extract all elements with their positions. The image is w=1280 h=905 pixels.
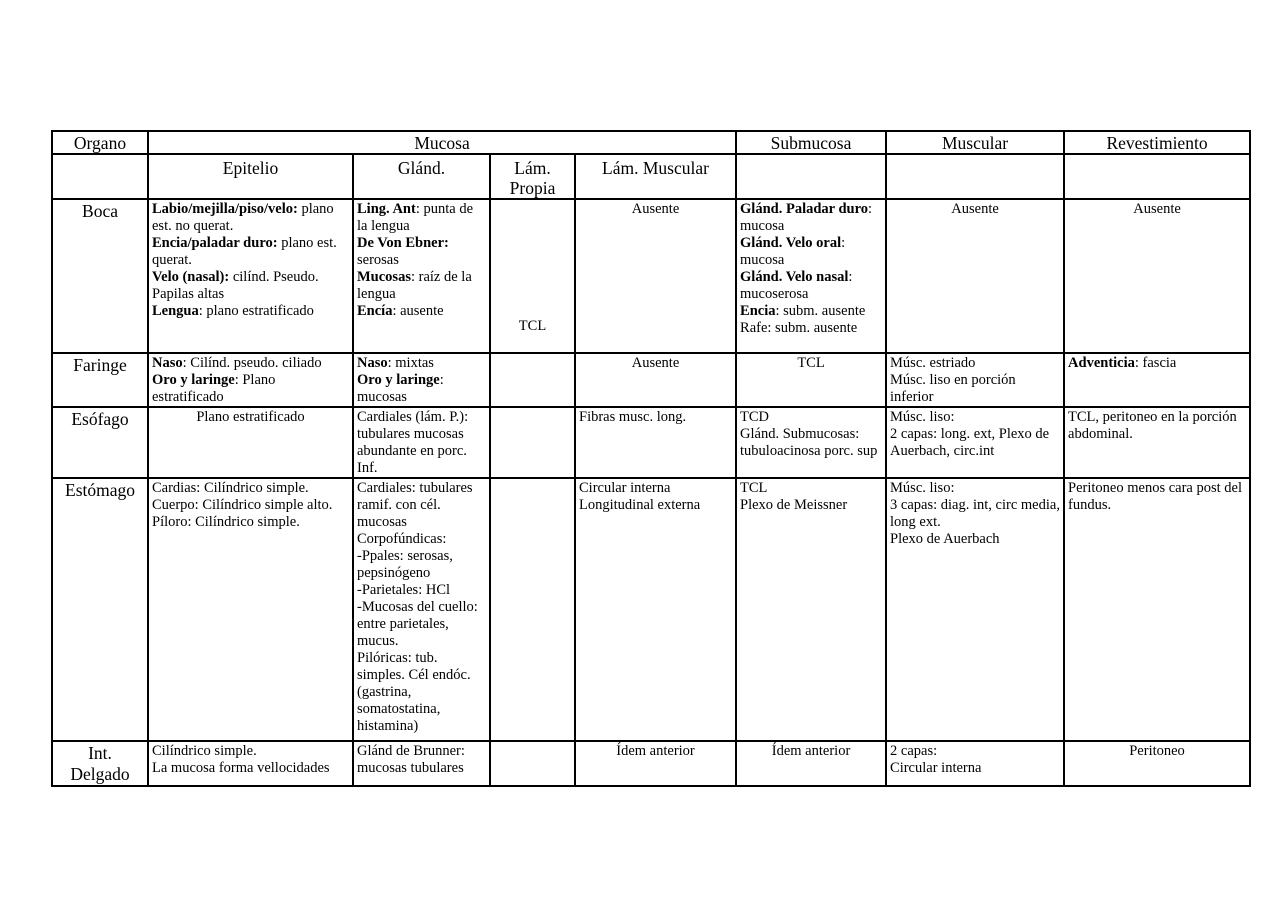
cell-line: Longitudinal externa [579, 497, 701, 513]
cell-text: : fascia [1134, 355, 1177, 371]
table-row-esofago [52, 407, 1250, 478]
bold-term: Glánd. Velo oral [740, 235, 842, 251]
cell-intestino-submucosa: Ídem anterior [736, 741, 886, 786]
organ-label-boca: Boca [52, 199, 148, 353]
cell-faringe-lam-muscular: Ausente [575, 353, 736, 407]
cell-line: -Mucosas del cuello: entre parietales, mucus. [357, 599, 478, 649]
table-row-intestino-delgado [52, 741, 1250, 786]
bold-term: Labio/mejilla/piso/velo: [152, 201, 298, 217]
bold-term: Oro y laringe [357, 372, 440, 388]
cell-line: Corpofúndicas: [357, 531, 447, 547]
header-revestimiento: Revestimiento [1064, 131, 1250, 154]
cell-faringe-revestimiento [1064, 353, 1250, 407]
cell-text: : punta de la lengua [357, 201, 474, 234]
cell-line: Músc. liso: [890, 480, 955, 496]
organ-label-intestino-delgado [52, 741, 148, 786]
bold-term: Naso [357, 355, 388, 371]
cell-line: 3 capas: diag. int, circ media, long ext. [890, 497, 1060, 530]
bold-term: Glánd. Paladar duro [740, 201, 869, 217]
cell-line: Cuerpo: Cilíndrico simple alto. [152, 497, 333, 513]
cell-line: 2 capas: long. ext, Plexo de Auerbach, circ.int [890, 426, 1050, 459]
cell-line: Músc. liso: [890, 409, 955, 425]
cell-boca-submucosa [736, 199, 886, 353]
header-lam-muscular: Lám. Muscular [575, 154, 736, 199]
cell-esofago-gland: Cardiales (lám. P.): tubulares mucosas abundante en porc. Inf. [353, 407, 490, 478]
cell-faringe-lam-propia [490, 353, 575, 407]
histology-table [51, 130, 1251, 787]
cell-estomago-revestimiento: Peritoneo menos cara post del fundus. [1064, 478, 1250, 741]
cell-text: cilínd. Pseudo. Papilas altas [152, 269, 319, 302]
cell-intestino-muscular [886, 741, 1064, 786]
header-epitelio: Epitelio [148, 154, 353, 199]
cell-faringe-gland [353, 353, 490, 407]
cell-intestino-epitelio [148, 741, 353, 786]
bold-term: Ling. Ant [357, 201, 416, 217]
bold-term: Naso [152, 355, 183, 371]
cell-text: plano est. no querat. [152, 201, 334, 234]
header-empty-cell [736, 154, 886, 199]
bold-term: Encía [357, 303, 393, 319]
cell-line: Glánd. Submucosas: tubuloacinosa porc. sup [740, 426, 878, 459]
header-row-1 [52, 131, 1250, 154]
bold-term: Oro y laringe [152, 372, 235, 388]
cell-line: -Parietales: HCl [357, 582, 451, 598]
cell-estomago-muscular [886, 478, 1064, 741]
cell-line: Píloro: Cilíndrico simple. [152, 514, 300, 530]
cell-text: : raíz de la lengua [357, 269, 472, 302]
cell-estomago-submucosa [736, 478, 886, 741]
header-row-2 [52, 154, 1250, 199]
header-lam-propia-line1: Lám. [514, 158, 551, 178]
cell-line: Cardiales: tubulares ramif. con cél. mucosas [357, 480, 473, 530]
bold-term: Lengua [152, 303, 199, 319]
organ-label-esofago: Esófago [52, 407, 148, 478]
cell-line: TCL [740, 480, 768, 496]
bold-term: De Von Ebner: [357, 235, 449, 251]
cell-text: : Plano estratificado [152, 372, 276, 405]
header-lam-propia [490, 154, 575, 199]
table-row-faringe [52, 353, 1250, 407]
organ-label-faringe: Faringe [52, 353, 148, 407]
cell-line: TCD [740, 409, 770, 425]
header-organo: Organo [52, 131, 148, 154]
header-submucosa: Submucosa [736, 131, 886, 154]
cell-text: : mixtas [387, 355, 434, 371]
header-empty-cell [1064, 154, 1250, 199]
cell-boca-lam-propia: TCL [490, 199, 575, 353]
organ-label-estomago: Estómago [52, 478, 148, 741]
cell-esofago-submucosa [736, 407, 886, 478]
bold-term: Velo (nasal): [152, 269, 230, 285]
header-empty-cell [52, 154, 148, 199]
cell-text: : mucosas [357, 372, 444, 405]
cell-text: serosas [357, 252, 399, 268]
table-row-estomago [52, 478, 1250, 741]
cell-boca-gland [353, 199, 490, 353]
cell-boca-revestimiento: Ausente [1064, 199, 1250, 353]
cell-faringe-muscular [886, 353, 1064, 407]
cell-intestino-lam-muscular: Ídem anterior [575, 741, 736, 786]
cell-esofago-revestimiento: TCL, peritoneo en la porción abdominal. [1064, 407, 1250, 478]
cell-line: Circular interna [890, 760, 982, 776]
cell-line: Plexo de Meissner [740, 497, 848, 513]
cell-line: Cilíndrico simple. [152, 743, 257, 759]
bold-term: Glánd. Velo nasal [740, 269, 849, 285]
cell-line: Glánd de Brunner: [357, 743, 465, 759]
table-row-boca [52, 199, 1250, 353]
cell-boca-epitelio [148, 199, 353, 353]
header-muscular: Muscular [886, 131, 1064, 154]
header-lam-propia-line2: Propia [509, 178, 556, 198]
cell-intestino-gland [353, 741, 490, 786]
cell-esofago-epitelio: Plano estratificado [148, 407, 353, 478]
cell-line: Pilóricas: tub. simples. Cél endóc. (gastrina, somatostatina, histamina) [357, 650, 471, 734]
organ-label-line2: Delgado [70, 764, 130, 784]
cell-faringe-submucosa: TCL [736, 353, 886, 407]
cell-faringe-epitelio [148, 353, 353, 407]
cell-estomago-lam-propia [490, 478, 575, 741]
cell-boca-muscular: Ausente [886, 199, 1064, 353]
cell-esofago-lam-propia [490, 407, 575, 478]
cell-line: Plexo de Auerbach [890, 531, 1000, 547]
cell-line: Músc. liso en porción inferior [890, 372, 1016, 405]
cell-boca-lam-muscular: Ausente [575, 199, 736, 353]
organ-label-line1: Int. [88, 743, 112, 763]
bold-term: Adventicia [1068, 355, 1135, 371]
cell-text: : mucoserosa [740, 269, 853, 302]
header-empty-cell [886, 154, 1064, 199]
cell-text: plano est. querat. [152, 235, 337, 268]
cell-line: Músc. estriado [890, 355, 976, 371]
cell-intestino-lam-propia [490, 741, 575, 786]
cell-text: : Cilínd. pseudo. ciliado [182, 355, 322, 371]
bold-term: Encia/paladar duro: [152, 235, 278, 251]
bold-term: Mucosas [357, 269, 411, 285]
cell-line: La mucosa forma vellocidades [152, 760, 330, 776]
cell-text: : plano estratificado [198, 303, 314, 319]
cell-esofago-lam-muscular: Fibras musc. long. [575, 407, 736, 478]
cell-estomago-lam-muscular [575, 478, 736, 741]
header-gland: Glánd. [353, 154, 490, 199]
cell-estomago-gland [353, 478, 490, 741]
cell-intestino-revestimiento: Peritoneo [1064, 741, 1250, 786]
cell-line: Cardias: Cilíndrico simple. [152, 480, 309, 496]
cell-line: 2 capas: [890, 743, 938, 759]
cell-text: : mucosa [740, 235, 846, 268]
cell-text: Rafe: subm. ausente [740, 320, 858, 336]
header-mucosa: Mucosa [148, 131, 736, 154]
cell-line: mucosas tubulares [357, 760, 464, 776]
cell-text: : mucosa [740, 201, 873, 234]
cell-text: : subm. ausente [775, 303, 866, 319]
cell-estomago-epitelio [148, 478, 353, 741]
cell-text: : ausente [392, 303, 444, 319]
cell-esofago-muscular [886, 407, 1064, 478]
cell-line: Circular interna [579, 480, 671, 496]
cell-line: -Ppales: serosas, pepsinógeno [357, 548, 453, 581]
bold-term: Encia [740, 303, 776, 319]
